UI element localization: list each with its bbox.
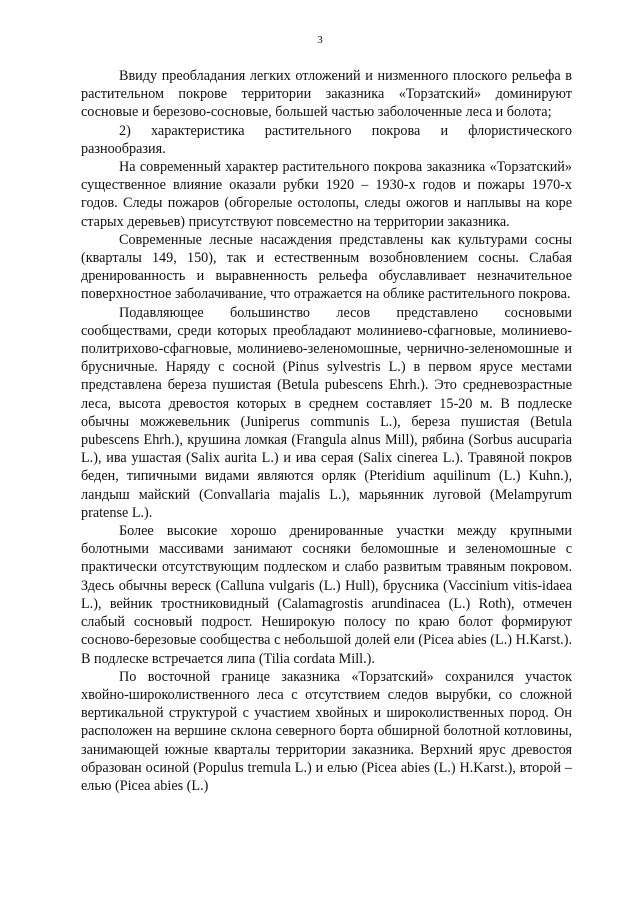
- paragraph-section-heading: 2) характеристика растительного покрова и флористического разнообразия.: [81, 122, 572, 157]
- body-text: [81, 67, 572, 795]
- paragraph-pine-forests: Подавляющее большинство лесов представлено сосновыми сообществами, среди которых преобладают молиниево-сфагновые, молиниево-политрихово-сфагновые, молиниево-зеленомошные, чернично-зеленомошные и брусничные. Наряду с сосной (Pinus sylvestris L.) в первом ярусе местами представлена береза пушистая (Betula pubescens Ehrh.). Это средневозрастные леса, высота древостоя которых в среднем составляет 15-20 м. В подлеске обычны можжевельник (Juniperus communis L.), береза пушистая (Betula pubescens Ehrh.), крушина ломкая (Frangula alnus Mill), рябина (Sorbus aucuparia L.), ива ушастая (Salix aurita L.) и ива серая (Salix cinerea L.). Травяной покров беден, типичными видами являются орляк (Pteridium aquilinum (L.) Kuhn.), ландыш майский (Convallaria majalis L.), марьянник луговой (Melampyrum pratense L.).: [81, 304, 572, 521]
- paragraph-plantations: Современные лесные насаждения представлены как культурами сосны (кварталы 149, 150), так и естественным возобновлением сосны. Слабая дренированность и выравненность рельефа обуславливает незначительное поверхностное заболачивание, что отражается на облике растительного покрова.: [81, 231, 572, 303]
- page-number: 3: [317, 34, 323, 46]
- paragraph-drained-areas: Более высокие хорошо дренированные участки между крупными болотными массивами занимают сосняки беломошные и зеленомошные с практически отсутствующим подлеском и слабо развитым травяным покровом. Здесь обычны вереск (Calluna vulgaris (L.) Hull), брусника (Vaccinium vitis-idaea L.), вейник тростниковидный (Calamagrostis arundinacea (L.) Roth), отмечен слабый сосновый подрост. Неширокую полосу по краю болот формируют сосново-березовые сообщества с небольшой долей ели (Picea abies (L.) H.Karst.). В подлеске встречается липа (Tilia cordata Mill.).: [81, 523, 572, 667]
- paragraph-relief: Ввиду преобладания легких отложений и низменного плоского рельефа в растительном покрове территории заказника «Торзатский» доминируют сосновые и березово-сосновые, большей частью заболоченные леса и болота;: [81, 68, 572, 121]
- paragraph-eastern-border: По восточной границе заказника «Торзатский» сохранился участок хвойно-широколиственного леса с отсутствием следов вырубки, со сложной вертикальной структурой с участием хвойных и широколиственных пород. Он расположен на вершине склона северного борта обширной болотной котловины, занимающей южные кварталы территории заказника. Верхний ярус древостоя образован осиной (Populus tremula L.) и елью (Picea abies (L.) H.Karst.), второй – елью (Picea abies (L.): [81, 668, 572, 794]
- paragraph-fires: На современный характер растительного покрова заказника «Торзатский» существенное влияние оказали рубки 1920 – 1930-х годов и пожары 1970-х годов. Следы пожаров (обгорелые остолопы, следы ожогов и наплывы на коре старых деревьев) присутствуют повсеместно на территории заказника.: [81, 159, 572, 230]
